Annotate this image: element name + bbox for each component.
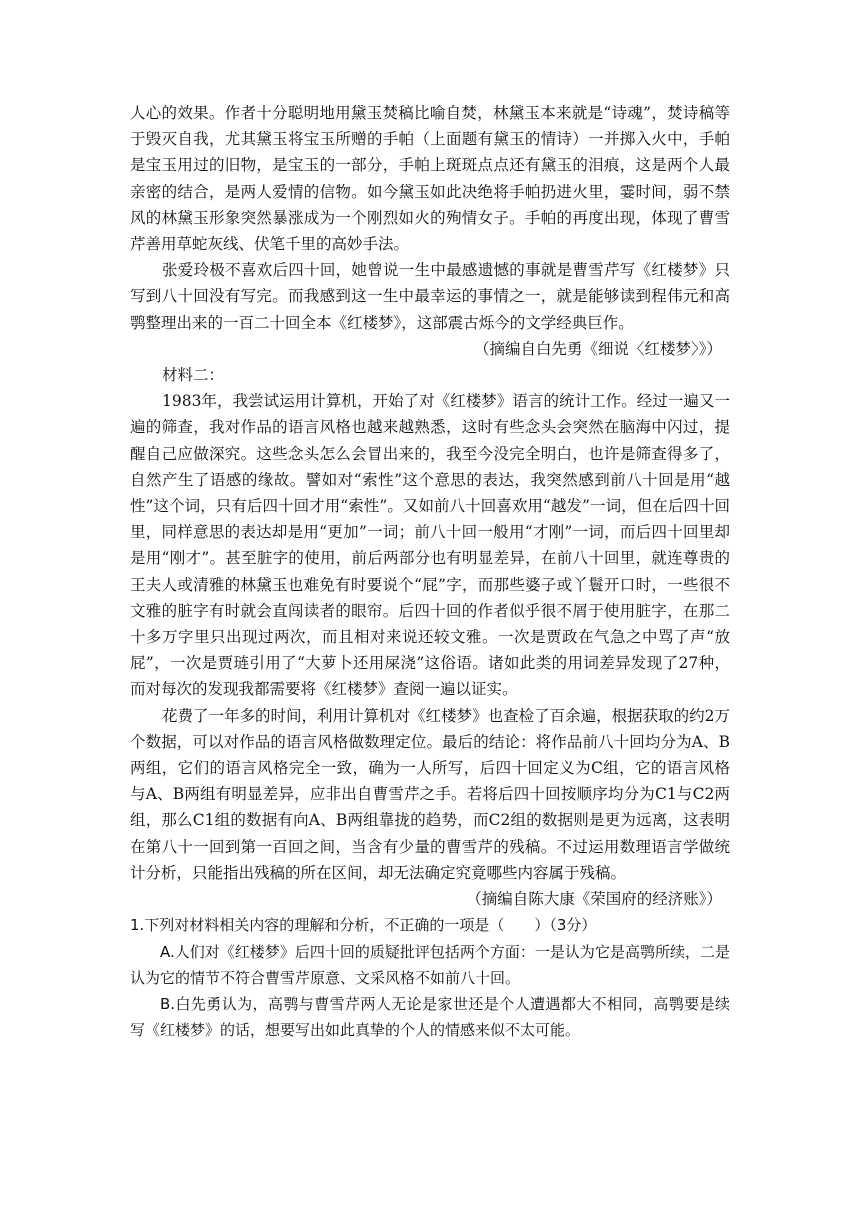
material1-paragraph-1: 人心的效果。作者十分聪明地用黛玉焚稿比喻自焚，林黛玉本来就是“诗魂”，焚诗稿等于毁灭自我，尤其黛玉将宝玉所赠的手帕（上面题有黛玉的情诗）一并掷入火中，手帕是宝玉用过的旧物，是宝玉的一部分，手帕上斑斑点点还有黛玉的泪痕，这是两个人最亲密的结合，是两人爱情的信物。如今黛玉如此决绝将手帕扔进火里，霎时间，弱不禁风的林黛玉形象突然暴涨成为一个刚烈如火的殉情女子。手帕的再度出现，体现了曹雪芹善用草蛇灰线、伏笔千里的高妙手法。	[130, 104, 730, 254]
document-page	[130, 100, 730, 1043]
material1-source: （摘编自白先勇《细说〈红楼梦〉》）	[473, 339, 722, 358]
material2-heading: 材料二：	[162, 366, 225, 385]
material2-paragraph-1: 1983年，我尝试运用计算机，开始了对《红楼梦》语言的统计工作。经过一遍又一遍的筛查，我对作品的语言风格也越来越熟悉，这时有些念头会突然在脑海中闪过，提醒自己应做深究。这些念头怎么会冒出来的，我至今没完全明白，也许是筛查得多了，自然产生了语感的缘故。譬如对“索性”这个意思的表达，我突然感到前八十回是用“越性”这个词，只有后四十回才用“索性”。又如前八十回喜欢用“越发”一词，但在后四十回里，同样意思的表达却是用“更加”一词；前八十回一般用“才刚”一词，而后四十回里却是用“刚才”。甚至脏字的使用，前后两部分也有明显差异，在前八十回里，就连尊贵的王夫人或清雅的林黛玉也难免有时要说个“屁”字，而那些婆子或丫鬟开口时，一些很不文雅的脏字有时就会直闯读者的眼帘。后四十回的作者似乎很不屑于使用脏字，在那二十多万字里只出现过两次，而且相对来说还较文雅。一次是贾政在气急之中骂了声“放屁”，一次是贾琏引用了“大萝卜还用屎浇”这俗语。诸如此类的用词差异发现了27种，而对每次的发现我都需要将《红楼梦》查阅一遍以证实。	[130, 392, 730, 699]
question-1-option-b: B.白先勇认为，高鹗与曹雪芹两人无论是家世还是个人遭遇都大不相同，高鹗要是续写《红楼梦》的话，想要写出如此真挚的个人的情感来似不太可能。	[130, 994, 730, 1040]
material2-source: （摘编自陈大康《荣国府的经济账》）	[466, 890, 722, 909]
material1-paragraph-2: 张爱玲极不喜欢后四十回，她曾说一生中最感遗憾的事就是曹雪芹写《红楼梦》只写到八十回没有写完。而我感到这一生中最幸运的事情之一，就是能够读到程伟元和高鹗整理出来的一百二十回全本《红楼梦》，这部震古烁今的文学经典巨作。	[130, 261, 730, 332]
question-1-option-a: A.人们对《红楼梦》后四十回的质疑批评包括两个方面：一是认为它是高鹗所续，二是认为它的情节不符合曹雪芹原意、文采风格不如前八十回。	[130, 942, 730, 987]
question-1-stem: 1.下列对材料相关内容的理解和分析，不正确的一项是（ ）（3分）	[130, 916, 597, 935]
material2-paragraph-2: 花费了一年多的时间，利用计算机对《红楼梦》也查检了百余遍，根据获取的约2万个数据，可以对作品的语言风格做数理定位。最后的结论：将作品前八十回均分为A、B两组，它们的语言风格完全一致，确为一人所写，后四十回定义为C组，它的语言风格与A、B两组有明显差异，应非出自曹雪芹之手。若将后四十回按顺序均分为C1与C2两组，那么C1组的数据有向A、B两组靠拢的趋势，而C2组的数据则是更为远离，这表明在第八十一回到第一百回之间，当含有少量的曹雪芹的残稿。不过运用数理语言学做统计分析，只能指出残稿的所在区间，却无法确定究竟哪些内容属于残稿。	[130, 706, 730, 882]
